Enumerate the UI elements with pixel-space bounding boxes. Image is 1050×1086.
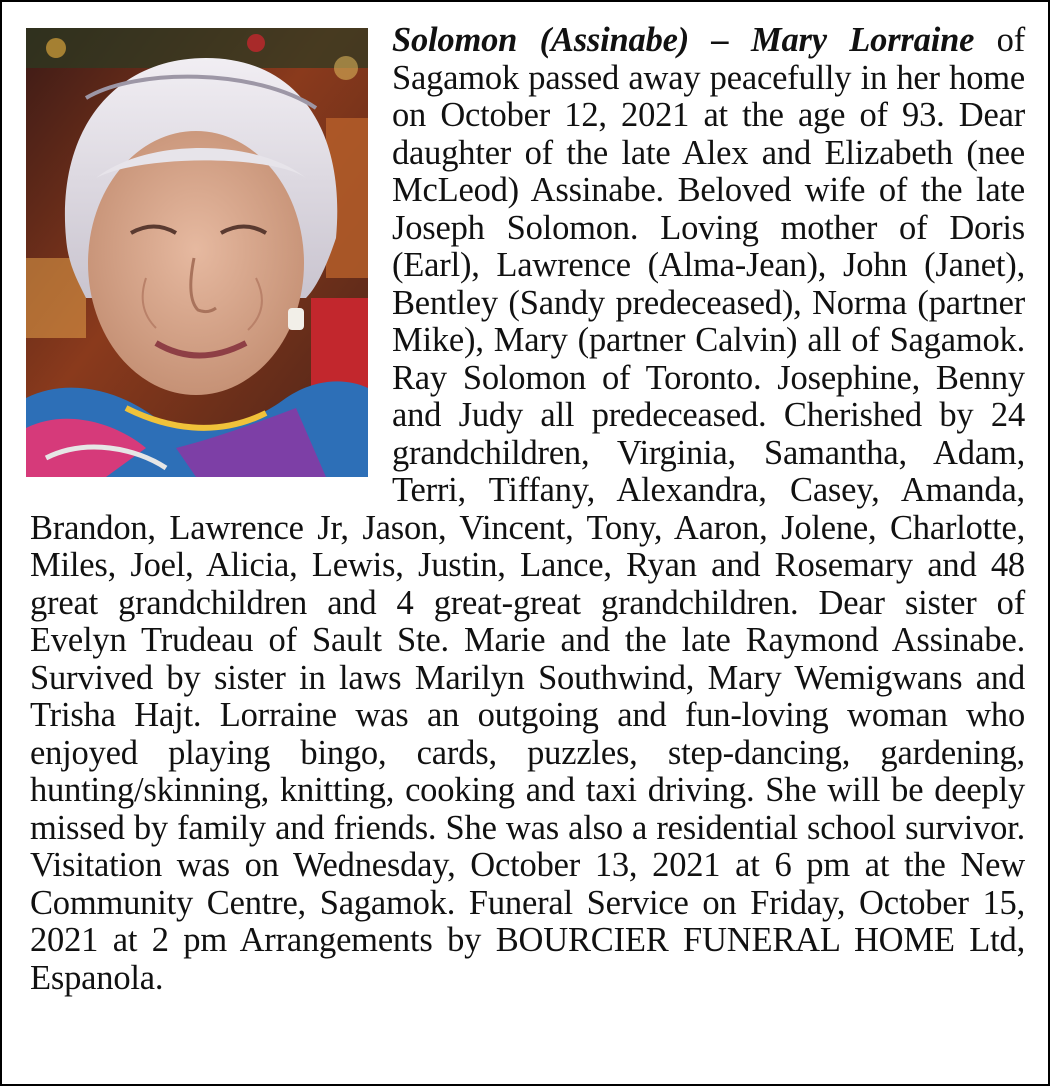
obituary-body: of Sagamok passed away peacefully in her home on October 12, 2021 at the age of 93. Dear daughter of the late Alex and Elizabeth (nee McLeod) Assinabe. Beloved wife of the late Joseph Solomon. Loving mother of Doris (Earl), Lawrence (Alma-Jean), John (Janet), Bentley (Sandy predeceased), Norma (partner Mike), Mary (partner Calvin) all of Sagamok. Ray Solomon of Toronto. Josephine, Benny and Judy all predeceased. Cherished by 24 grandchildren, Virginia, Samantha, Adam, Terri, Tiffany, Alexandra, Casey, Amanda, Brandon, Lawrence Jr, Jason, Vincent, Tony, Aaron, Jolene, Charlotte, Miles, Joel, Alicia, Lewis, Justin, Lance, Ryan and Rosemary and 48 great grandchildren and 4 great-great grandchildren. Dear sister of Evelyn Trudeau of Sault Ste. Marie and the late Raymond Assinabe. Survived by sister in laws Marilyn Southwind, Mary Wemigwans and Trisha Hajt. Lorraine was an outgoing and fun-loving woman who enjoyed playing bingo, cards, puzzles, step-dancing, gardening, hunting/skinning, knitting, cooking and taxi driving. She will be deeply missed by family and friends. She was also a residential school survivor. Visitation was on Wednesday, October 13, 2021 at 6 pm at the New Community Centre, Sagamok. Funeral Service on Friday, October 15, 2021 at 2 pm Arrangements by BOURCIER FUNERAL HOME Ltd, Espanola. (30, 21, 1025, 997)
obituary-text (30, 22, 1025, 997)
photo-text-wrap (30, 22, 392, 496)
deceased-name: Solomon (Assinabe) – Mary Lorraine (392, 21, 975, 59)
